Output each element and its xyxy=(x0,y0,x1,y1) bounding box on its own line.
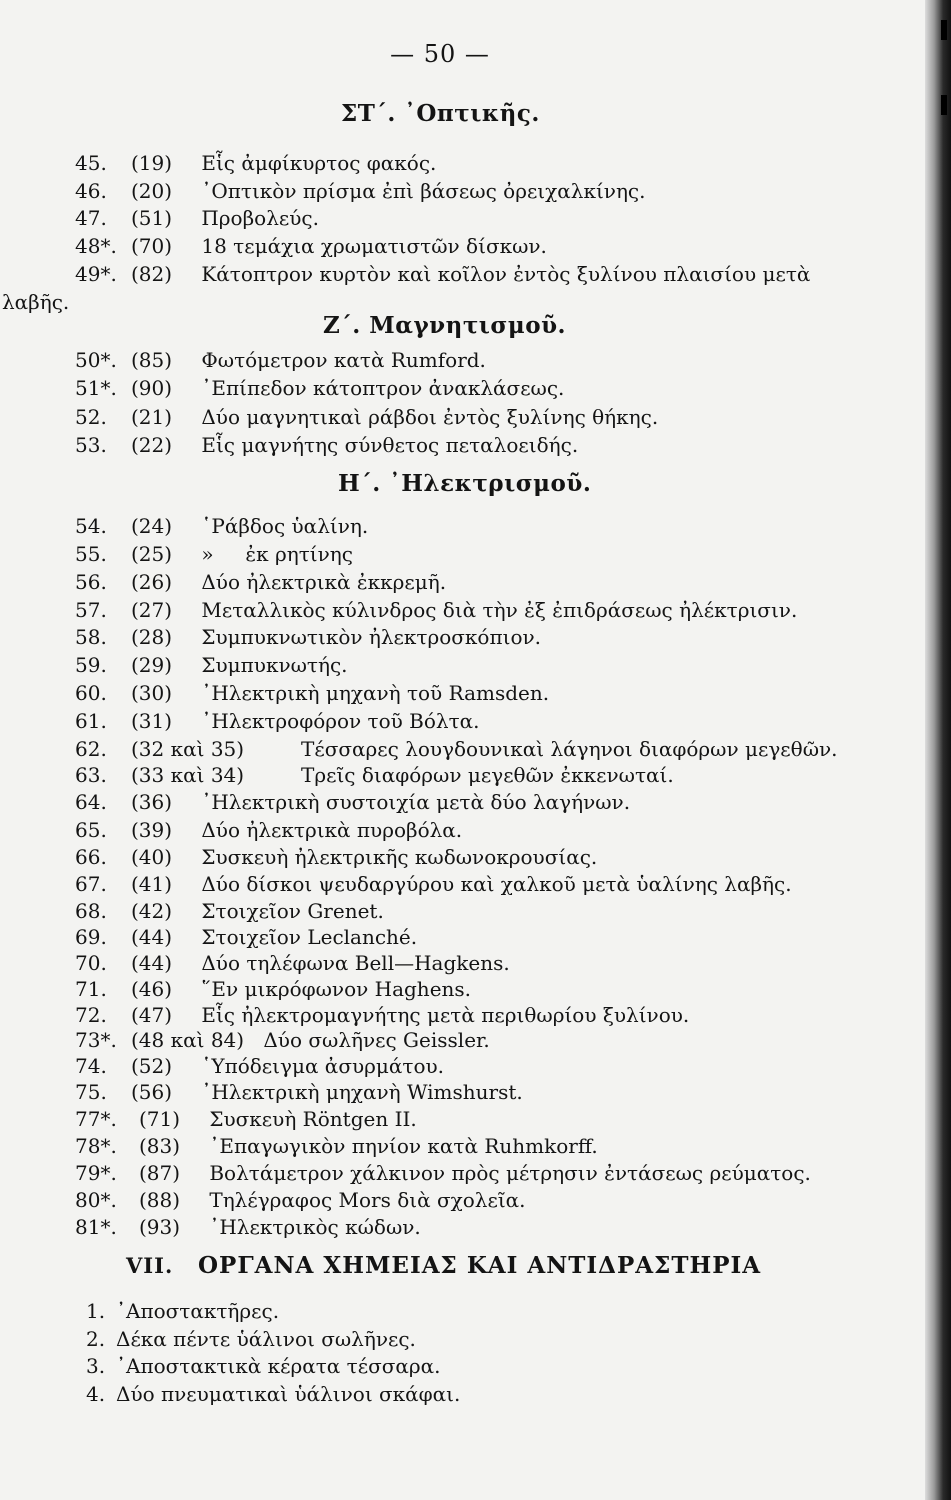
list-item: 77*. (71) Συσκευὴ Röntgen II. xyxy=(75,1107,417,1131)
list-item: 70. (44) Δύο τηλέφωνα Bell—Hagkens. xyxy=(75,951,510,975)
list-item: 73*. (48 καὶ 84) Δύο σωλῆνες Geissler. xyxy=(75,1028,490,1052)
list-item: 58. (28) Συμπυκνωτικὸν ἠλεκτροσκόπιον. xyxy=(75,625,542,649)
list-item: 59. (29) Συμπυκνωτής. xyxy=(75,653,348,677)
list-item: 68. (42) Στοιχεῖον Grenet. xyxy=(75,899,384,923)
list-item: 45. (19) Εἷς ἀμφίκυρτος φακός. xyxy=(75,151,437,175)
list-item: 2. Δέκα πέντε ὑάλινοι σωλῆνες. xyxy=(86,1327,416,1351)
list-item: 62. (32 καὶ 35) Τέσσαρες λουγδουνικαὶ λάγηνοι διαφόρων μεγεθῶν. xyxy=(75,737,838,761)
list-item: 47. (51) Προβολεύς. xyxy=(75,206,319,230)
list-item: 57. (27) Μεταλλικὸς κύλινδρος διὰ τὴν ἐξ ἐπιδράσεως ἠλέκτρισιν. xyxy=(75,598,798,622)
list-item: 49*. (82) Κάτοπτρον κυρτὸν καὶ κοῖλον ἐντὸς ξυλίνου πλαισίου μετὰ xyxy=(75,262,811,286)
list-item: 80*. (88) Τηλέγραφος Mors διὰ σχολεῖα. xyxy=(75,1188,526,1212)
list-item: 71. (46) ῞Εν μικρόφωνον Haghens. xyxy=(75,977,472,1001)
list-item: 3. ᾿Αποστακτικὰ κέρατα τέσσαρα. xyxy=(86,1354,441,1378)
list-item: 4. Δύο πνευματικαὶ ὑάλινοι σκάφαι. xyxy=(86,1382,461,1406)
chapter-number: VII. xyxy=(126,1253,174,1278)
list-item: 56. (26) Δύο ἠλεκτρικὰ ἐκκρεμῆ. xyxy=(75,570,447,594)
list-item: 74. (52) ῾Υπόδειγμα ἀσυρμάτου. xyxy=(75,1054,445,1078)
list-item: 54. (24) ῾Ράβδος ὑαλίνη. xyxy=(75,514,369,538)
section-heading-magnetism: Ζ΄. Μαγνητισμοῦ. xyxy=(323,312,567,339)
section-heading-electricity: Η΄. ᾿Ηλεκτρισμοῦ. xyxy=(338,470,592,497)
chapter-heading xyxy=(126,1252,761,1279)
section-heading-optics: ΣΤ΄. ᾿Οπτικῆς. xyxy=(341,100,540,127)
list-item-continuation: λαβῆς. xyxy=(2,290,70,314)
page-number: — 50 — xyxy=(390,40,490,68)
list-item: 61. (31) ᾿Ηλεκτροφόρον τοῦ Βόλτα. xyxy=(75,709,480,733)
list-item: 52. (21) Δύο μαγνητικαὶ ράβδοι ἐντὸς ξυλίνης θήκης. xyxy=(75,405,659,429)
list-item: 1. ᾿Αποστακτῆρες. xyxy=(86,1299,280,1323)
list-item: 81*. (93) ᾿Ηλεκτρικὸς κώδων. xyxy=(75,1215,421,1239)
list-item: 60. (30) ᾿Ηλεκτρικὴ μηχανὴ τοῦ Ramsden. xyxy=(75,681,550,705)
list-item: 79*. (87) Βολτάμετρον χάλκινον πρὸς μέτρησιν ἐντάσεως ρεύματος. xyxy=(75,1161,811,1185)
chapter-title: ΟΡΓΑΝΑ ΧΗΜΕΙΑΣ ΚΑΙ ΑΝΤΙΔΡΑΣΤΗΡΙΑ xyxy=(198,1252,762,1279)
list-item: 67. (41) Δύο δίσκοι ψευδαργύρου καὶ χαλκοῦ μετὰ ὑαλίνης λαβῆς. xyxy=(75,872,792,896)
list-item: 75. (56) ᾿Ηλεκτρικὴ μηχανὴ Wimshurst. xyxy=(75,1080,523,1104)
list-item: 46. (20) ᾿Οπτικὸν πρίσμα ἐπὶ βάσεως ὀρειχαλκίνης. xyxy=(75,179,646,203)
edge-mark xyxy=(941,95,947,115)
edge-mark xyxy=(941,20,947,40)
list-item: 53. (22) Εἷς μαγνήτης σύνθετος πεταλοειδής. xyxy=(75,433,579,457)
list-item: 66. (40) Συσκευὴ ἠλεκτρικῆς κωδωνοκρουσίας. xyxy=(75,845,598,869)
list-item: 55. (25) » ἐκ ρητίνης xyxy=(75,542,353,566)
list-item: 63. (33 καὶ 34) Τρεῖς διαφόρων μεγεθῶν ἐκκενωταί. xyxy=(75,763,674,787)
list-item: 48*. (70) 18 τεμάχια χρωματιστῶν δίσκων. xyxy=(75,234,547,258)
list-item: 65. (39) Δύο ἠλεκτρικὰ πυροβόλα. xyxy=(75,818,463,842)
list-item: 51*. (90) ᾿Επίπεδον κάτοπτρον ἀνακλάσεως. xyxy=(75,376,565,400)
list-item: 69. (44) Στοιχεῖον Leclanché. xyxy=(75,925,418,949)
page-edge-shadow xyxy=(925,0,951,1500)
list-item: 78*. (83) ᾿Επαγωγικὸν πηνίον κατὰ Ruhmkorff. xyxy=(75,1134,598,1158)
list-item: 50*. (85) Φωτόμετρον κατὰ Rumford. xyxy=(75,348,486,372)
list-item: 72. (47) Εἷς ἠλεκτρομαγνήτης μετὰ περιθωρίου ξυλίνου. xyxy=(75,1003,690,1027)
list-item: 64. (36) ᾿Ηλεκτρικὴ συστοιχία μετὰ δύο λαγήνων. xyxy=(75,790,631,814)
